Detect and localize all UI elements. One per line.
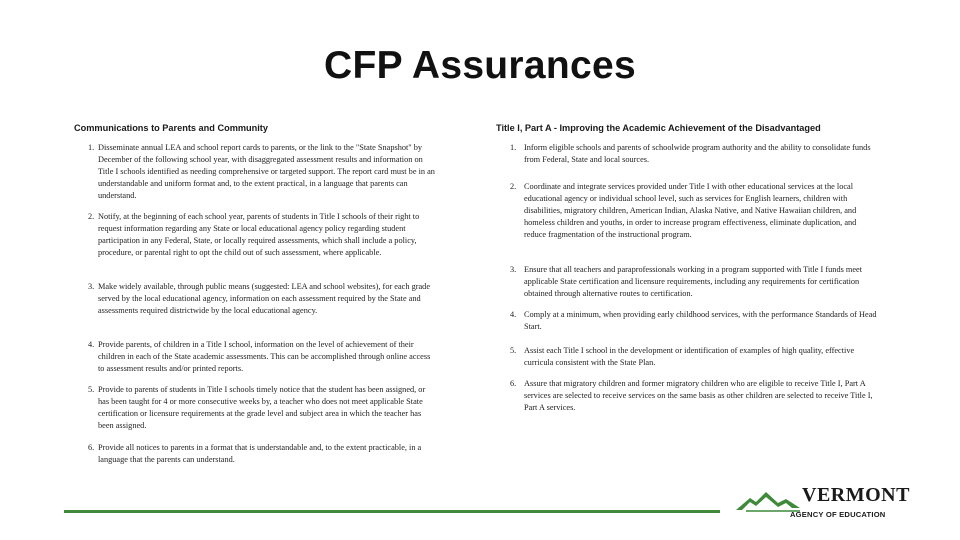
right-list-item <box>496 181 880 264</box>
left-column <box>74 123 438 466</box>
item-number: 2. <box>510 182 517 191</box>
left-list-item <box>74 442 438 466</box>
item-text: Provide parents, of children in a Title I school, information on the level of achievement of their children in each of the State academic assessments. This can be accomplished through online access to assessment results and/or printed reports. <box>98 340 431 373</box>
item-text: Ensure that all teachers and paraprofessionals working in a program supported with Title I funds meet applicable State certification and licensure requirements, including any requirements for certification obtained through alternative routes to certification. <box>524 265 863 298</box>
left-list <box>74 142 438 466</box>
item-number: 2. <box>88 212 95 221</box>
item-text: Make widely available, through public means (suggested: LEA and school websites), for each grade served by the local educational agency, information on each assessment required by the State and assessments required districtwide by the local educational agency. <box>98 282 431 315</box>
right-list-item <box>496 378 880 414</box>
left-column-heading: Communications to Parents and Community <box>74 123 268 133</box>
item-text: Comply at a minimum, when providing early childhood services, with the performance Standards of Head Start. <box>524 310 877 331</box>
right-list-item <box>496 345 880 378</box>
item-number: 5. <box>510 346 517 355</box>
mountain-icon <box>736 490 800 512</box>
left-list-item <box>74 142 438 211</box>
item-text: Assure that migratory children and former migratory children who are eligible to receive Title I, Part A services are selected to receive services on the same basis as other children are selected to receive Title I, Part A services. <box>524 379 873 412</box>
left-list-item <box>74 211 438 281</box>
vermont-logo <box>736 484 910 522</box>
item-number: 5. <box>88 385 95 394</box>
item-number: 4. <box>88 340 95 349</box>
item-text: Notify, at the beginning of each school year, parents of students in Title I schools of their right to request information regarding any State or local educational agency policy regarding student participation in any Federal, State, or locally required assessments, which shall include a policy, procedure, or parental right to opt the child out of such assessment, where applicable. <box>98 212 420 257</box>
left-list-item <box>74 384 438 442</box>
right-list <box>496 142 880 414</box>
footer-divider <box>64 510 720 513</box>
left-list-item <box>74 281 438 339</box>
logo-name: VERMONT <box>802 484 910 506</box>
item-number: 3. <box>510 265 517 274</box>
item-number: 1. <box>88 143 95 152</box>
item-text: Provide to parents of students in Title I schools timely notice that the student has been assigned, or has been taught for 4 or more consecutive weeks by, a teacher who does not meet applicable State certification or licensure requirements at the grade level and subject area in which the teacher has been assigned. <box>98 385 426 430</box>
right-list-item <box>496 309 880 345</box>
right-column-heading: Title I, Part A - Improving the Academic Achievement of the Disadvantaged <box>496 123 821 133</box>
item-text: Coordinate and integrate services provided under Title I with other educational services at the local educational agency or individual school level, such as services for English learners, children with disabilities, migratory children, American Indian, Alaska Native, and Native Hawaiian children, and homeless children and youths, in order to increase program effectiveness, eliminate duplication, and reduce fragmentation of the instructional program. <box>524 182 857 239</box>
item-text: Inform eligible schools and parents of schoolwide program authority and the ability to consolidate funds from Federal, State and local sources. <box>524 143 871 164</box>
item-number: 1. <box>510 143 517 152</box>
item-number: 6. <box>510 379 517 388</box>
item-text: Provide all notices to parents in a format that is understandable and, to the extent practicable, in a language that the parents can understand. <box>98 443 422 464</box>
item-number: 3. <box>88 282 95 291</box>
left-list-item <box>74 339 438 384</box>
item-number: 4. <box>510 310 517 319</box>
right-list-item <box>496 264 880 309</box>
right-list-item <box>496 142 880 181</box>
item-text: Disseminate annual LEA and school report cards to parents, or the link to the "State Snapshot" by December of the following school year, with disaggregated assessment results and information on Title I schools identified as needing comprehensive or targeted support. The report card must be in an understandable and uniform format and, to the extent practical, in a language that parents can understand. <box>98 143 435 200</box>
right-column <box>496 123 880 414</box>
slide-title: CFP Assurances <box>323 44 636 87</box>
item-number: 6. <box>88 443 95 452</box>
logo-subtitle: AGENCY OF EDUCATION <box>790 510 886 519</box>
item-text: Assist each Title I school in the development or identification of examples of high quality, effective curricula consistent with the State Plan. <box>524 346 855 367</box>
